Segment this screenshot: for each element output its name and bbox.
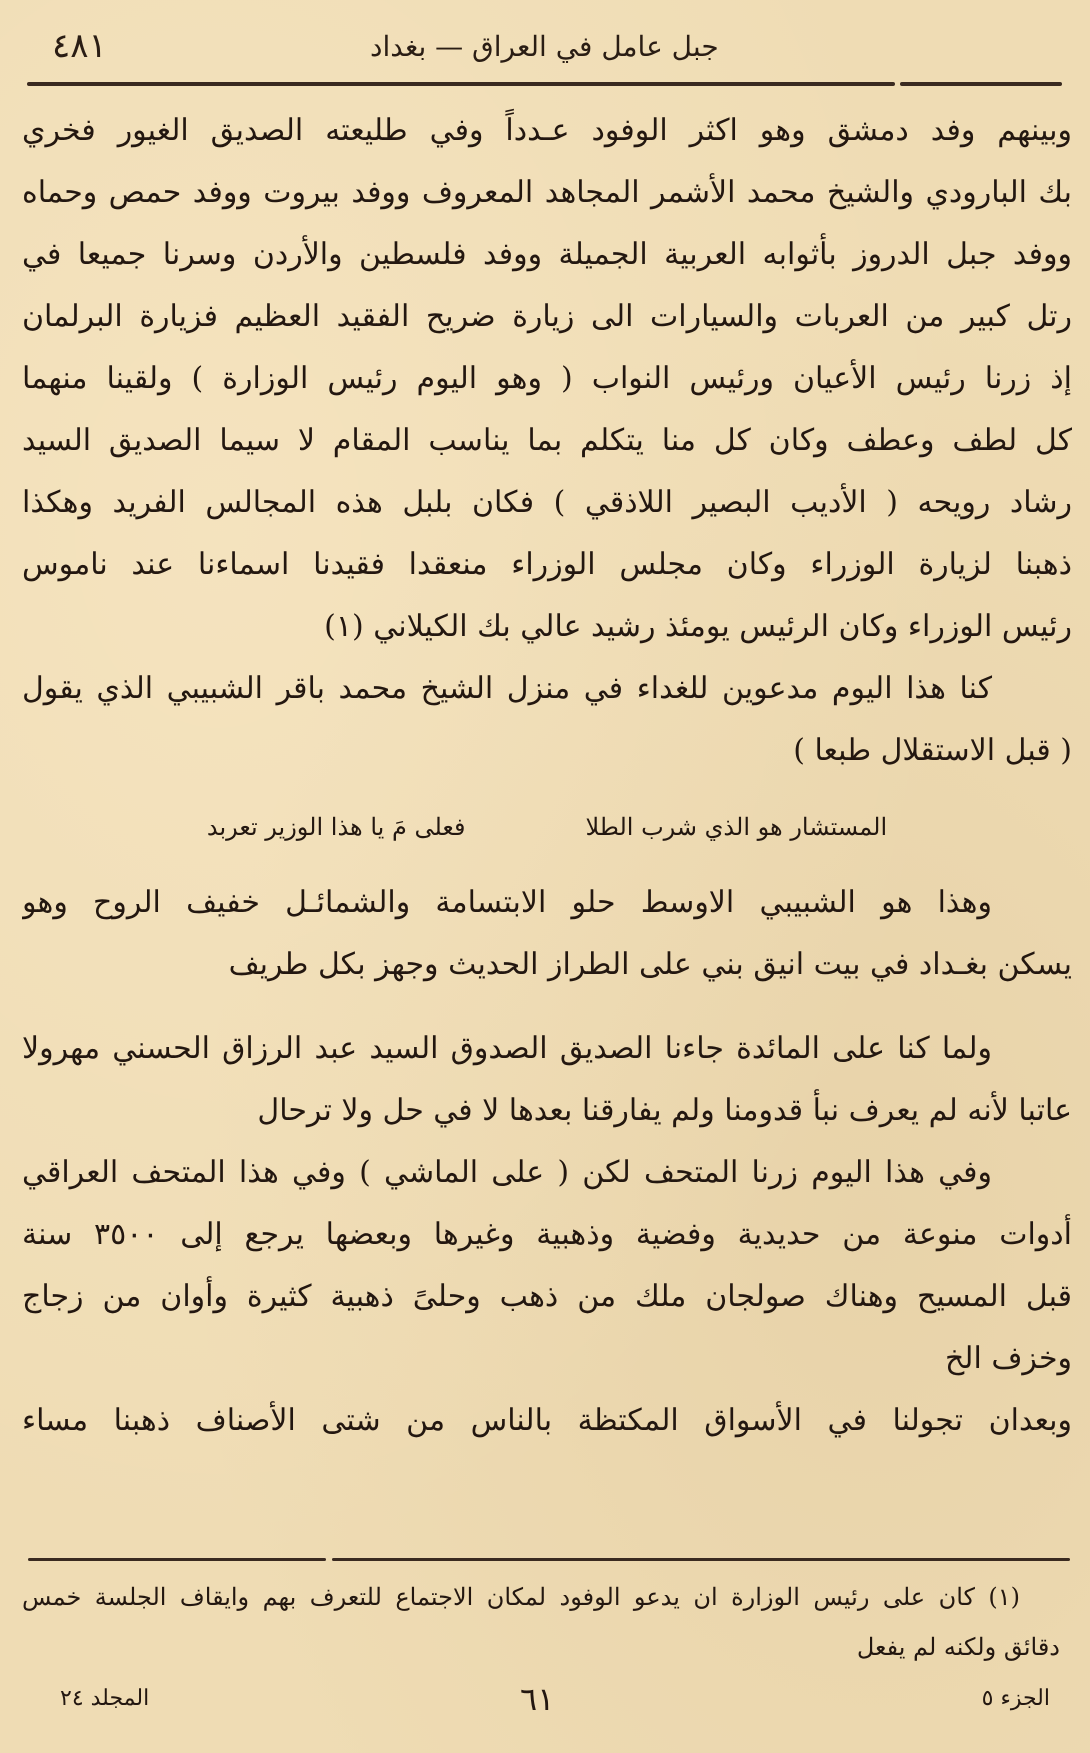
poetry-verse xyxy=(22,796,1072,858)
text-line: وخزف الخ xyxy=(944,1341,1072,1376)
footnote-rule xyxy=(332,1558,1070,1561)
text-line: ذهبنا لزيارة الوزراء وكان مجلس الوزراء منعقدا فقيدنا اسماءنا عند ناموس xyxy=(22,547,1072,582)
running-title: جبل عامل في العراق — بغداد xyxy=(370,30,719,63)
page-number: ٤٨١ xyxy=(52,26,107,66)
paragraph xyxy=(22,872,1072,996)
text-line: قبل المسيح وهناك صولجان ملك من ذهب وحلىً ذهبية كثيرة وأوان من زجاج xyxy=(22,1279,1072,1314)
text-line: بك البارودي والشيخ محمد الأشمر المجاهد المعروف ووفد بيروت ووفد حمص وحماه xyxy=(22,175,1072,210)
footnote-line: دقائق ولكنه لم يفعل xyxy=(856,1633,1060,1661)
sheet-number: ٦١ xyxy=(520,1680,555,1718)
paragraph xyxy=(22,1390,1072,1452)
text-line: ( قبل الاستقلال طبعا ) xyxy=(793,733,1072,768)
text-line: وفي هذا اليوم زرنا المتحف لكن ( على الماشي ) وفي هذا المتحف العراقي xyxy=(22,1155,992,1190)
paragraph xyxy=(22,658,1072,782)
text-line: رئيس الوزراء وكان الرئيس يومئذ رشيد عالي بك الكيلاني (١) xyxy=(324,609,1072,644)
volume-label: المجلد ٢٤ xyxy=(60,1686,150,1711)
text-line: وبعدان تجولنا في الأسواق المكتظة بالناس من شتى الأصناف ذهبنا مساء xyxy=(22,1403,1072,1438)
text-line: رشاد رويحه ( الأديب البصير اللاذقي ) فكان بلبل هذه المجالس الفريد وهكذا xyxy=(22,485,1072,520)
footnote-rule xyxy=(28,1558,326,1561)
text-line: إذ زرنا رئيس الأعيان ورئيس النواب ( وهو اليوم رئيس الوزارة ) ولقينا منهما xyxy=(22,361,1072,396)
paragraph xyxy=(22,1018,1072,1142)
page-footer xyxy=(0,1680,1090,1730)
verse-hemistich-first: المستشار هو الذي شرب الطلا xyxy=(585,813,888,841)
text-line: ولما كنا على المائدة جاءنا الصديق الصدوق السيد عبد الرزاق الحسني مهرولا xyxy=(22,1031,992,1066)
paragraph xyxy=(22,1142,1072,1390)
text-line: يسكن بغـداد في بيت انيق بني على الطراز الحديث وجهز بكل طريف xyxy=(228,947,1072,982)
footnotes xyxy=(22,1572,1060,1672)
paragraph xyxy=(22,100,1072,658)
header-rule xyxy=(27,82,895,86)
text-line: ووفد جبل الدروز بأثوابه العربية الجميلة ووفد فلسطين والأردن وسرنا جميعا في xyxy=(22,237,1072,272)
text-line: كنا هذا اليوم مدعوين للغداء في منزل الشيخ محمد باقر الشبيبي الذي يقول xyxy=(22,671,992,706)
verse-hemistich-second: فعلى مَ يا هذا الوزير تعربد xyxy=(206,813,466,841)
text-line: أدوات منوعة من حديدية وفضية وذهبية وغيرها وبعضها يرجع إلى ٣٥٠٠ سنة xyxy=(22,1217,1072,1252)
header-rule-short xyxy=(900,82,1062,86)
part-label: الجزء ٥ xyxy=(981,1686,1050,1711)
spacer xyxy=(22,996,1072,1018)
text-line: رتل كبير من العربات والسيارات الى زيارة ضريح الفقيد العظيم فزيارة البرلمان xyxy=(22,299,1072,334)
text-line: وهذا هو الشبيبي الاوسط حلو الابتسامة والشمائـل خفيف الروح وهو xyxy=(22,885,992,920)
footnote-line: (١) كان على رئيس الوزارة ان يدعو الوفود لمكان الاجتماع للتعرف بهم وايقاف الجلسة خمس xyxy=(22,1583,1020,1611)
page-header xyxy=(40,22,1060,72)
text-line: كل لطف وعطف وكان كل منا يتكلم بما يناسب المقام لا سيما الصديق السيد xyxy=(22,423,1072,458)
spacer xyxy=(22,858,1072,872)
text-line: وبينهم وفد دمشق وهو اكثر الوفود عـدداً وفي طليعته الصديق الغيور فخري xyxy=(22,113,1072,148)
text-line: عاتبا لأنه لم يعرف نبأ قدومنا ولم يفارقنا بعدها لا في حل ولا ترحال xyxy=(257,1093,1072,1128)
spacer xyxy=(22,782,1072,796)
body-text xyxy=(22,100,1072,1452)
